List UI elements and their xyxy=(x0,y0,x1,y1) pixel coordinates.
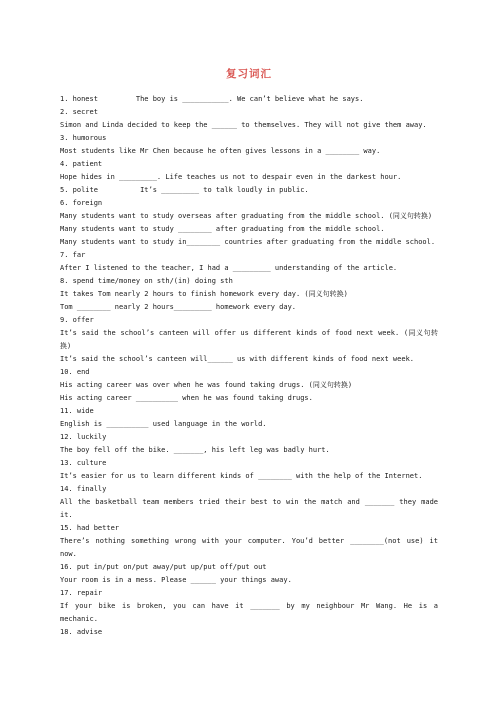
text-line: 18. advise xyxy=(60,628,103,636)
text-line: The boy fell off the bike. _______, his left leg was badly hurt. xyxy=(60,446,330,454)
text-line: Many students want to study in________ countries after graduating from the middle school. xyxy=(60,238,436,246)
text-line: There’s nothing something wrong with your computer. You’d better ________(not use) it now. xyxy=(60,537,443,558)
text-line: Most students like Mr Chen because he often gives lessons in a ________ way. xyxy=(60,147,381,155)
text-line: 1. honest The boy is ___________. We can’t believe what he says. xyxy=(60,95,364,103)
exercise-body xyxy=(60,93,443,639)
text-line: It takes Tom nearly 2 hours to finish homework every day. (同义句转换) xyxy=(60,290,348,298)
text-line: 12. luckily xyxy=(60,433,107,441)
text-line: Many students want to study ________ after graduating from the middle school. xyxy=(60,225,385,233)
text-line: 7. far xyxy=(60,251,86,259)
text-line: 4. patient xyxy=(60,160,103,168)
text-line: 10. end xyxy=(60,368,90,376)
text-line: 3. humorous xyxy=(60,134,107,142)
text-line: 9. offer xyxy=(60,316,94,324)
text-line: His acting career was over when he was found taking drugs. (同义句转换) xyxy=(60,381,353,389)
text-line: All the basketball team members tried their best to win the match and _______ they made it. xyxy=(60,498,443,519)
text-line: It’s said the school’s canteen will offer us different kinds of food next week. (同义句转换) xyxy=(60,329,438,350)
text-line: Your room is in a mess. Please ______ your things away. xyxy=(60,576,292,584)
text-line: 14. finally xyxy=(60,485,107,493)
text-line: 5. polite It’s _________ to talk loudly in public. xyxy=(60,186,309,194)
text-line: His acting career __________ when he was found taking drugs. xyxy=(60,394,313,402)
text-line: 13. culture xyxy=(60,459,107,467)
text-line: Tom ________ nearly 2 hours_________ homework every day. xyxy=(60,303,297,311)
text-line: 2. secret xyxy=(60,108,98,116)
text-line: It’s said the school’s canteen will______ us with different kinds of food next week. xyxy=(60,355,415,363)
text-line: 17. repair xyxy=(60,589,103,597)
text-line: After I listened to the teacher, I had a _________ understanding of the article. xyxy=(60,264,398,272)
text-line: Many students want to study overseas after graduating from the middle school. (同义句转换) xyxy=(60,212,433,220)
text-line: 11. wide xyxy=(60,407,94,415)
text-line: 16. put in/put on/put away/put up/put off/put out xyxy=(60,563,267,571)
text-line: Simon and Linda decided to keep the ______ to themselves. They will not give them away. xyxy=(60,121,427,129)
text-line: It’s easier for us to learn different kinds of ________ with the help of the Internet. xyxy=(60,472,423,480)
text-line: 8. spend time/money on sth/(in) doing sth xyxy=(60,277,233,285)
text-line: If your bike is broken, you can have it _______ by my neighbour Mr Wang. He is a mechanic. xyxy=(60,602,443,623)
text-line: 15. had better xyxy=(60,524,120,532)
text-line: Hope hides in _________. Life teaches us not to despair even in the darkest hour. xyxy=(60,173,402,181)
page-title: 复习词汇 xyxy=(226,68,272,80)
text-line: English is __________ used language in the world. xyxy=(60,420,267,428)
text-line: 6. foreign xyxy=(60,199,103,207)
